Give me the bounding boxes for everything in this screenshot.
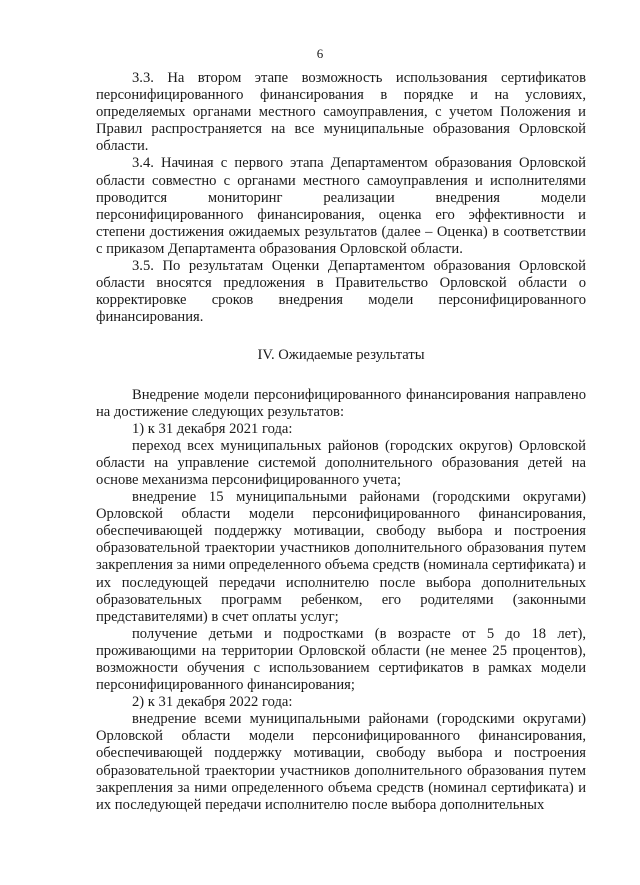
paragraph-2021-implementation: внедрение 15 муниципальными районами (городскими округами) Орловской области модели персонифицированного финансирования, обеспечивающей поддержку мотивации, свободу выбора и построения образовательной траектории участников дополнительного образования путем закрепления за ними определенного объема средств (номинала сертификата) и их последующей передачи исполнителю после выбора дополнительных образовательных программ ребенком, его родителями (законными представителями) в счет оплаты услуг; (96, 489, 586, 625)
list-item-2021: 1) к 31 декабря 2021 года: (132, 420, 293, 437)
paragraph-3-4: 3.4. Начиная с первого этапа Департаментом образования Орловской области совместно с органами местного самоуправления и исполнителями проводится мониторинг реализации внедрения модели персонифицированного финансирования, оценка его эффективности и степени достижения ожидаемых результатов (далее – Оценка) в соответствии с приказом Департамента образования Орловской области. (96, 155, 586, 257)
document-body (96, 70, 586, 814)
paragraph-3-5: 3.5. По результатам Оценки Департаментом образования Орловской области вносятся предложения в Правительство Орловской области о корректировке сроков внедрения модели персонифицированного финансирования. (96, 258, 586, 326)
page-number: 6 (316, 46, 324, 61)
paragraph-3-3: 3.3. На втором этапе возможность использования сертификатов персонифицированного финансирования в порядке и на условиях, определяемых органами местного самоуправления, с учетом Положения и Правил распространяется на все муниципальные образования Орловской области. (96, 70, 586, 155)
section-heading: IV. Ожидаемые результаты (257, 347, 425, 364)
paragraph-2021-children: получение детьми и подростками (в возрасте от 5 до 18 лет), проживающими на территории Орловской области (не менее 25 процентов), возможности обучения с использованием сертификатов в рамках модели персонифицированного финансирования; (96, 625, 586, 694)
list-item-2022: 2) к 31 декабря 2022 года: (132, 694, 293, 711)
paragraph-2022-implementation: внедрение всеми муниципальными районами (городскими округами) Орловской области модели персонифицированного финансирования, обеспечивающей поддержку мотивации, свободу выбора и построения образовательной траектории участников дополнительного образования путем закрепления за ними определенного объема средств (номинал сертификата) и их последующей передачи исполнителю после выбора дополнительных (96, 711, 586, 813)
paragraph-intro: Внедрение модели персонифицированного финансирования направлено на достижение следующих результатов: (96, 386, 586, 420)
paragraph-2021-transition: переход всех муниципальных районов (городских округов) Орловской области на управление системой дополнительного образования детей на основе механизма персонифицированного учета; (96, 437, 586, 488)
